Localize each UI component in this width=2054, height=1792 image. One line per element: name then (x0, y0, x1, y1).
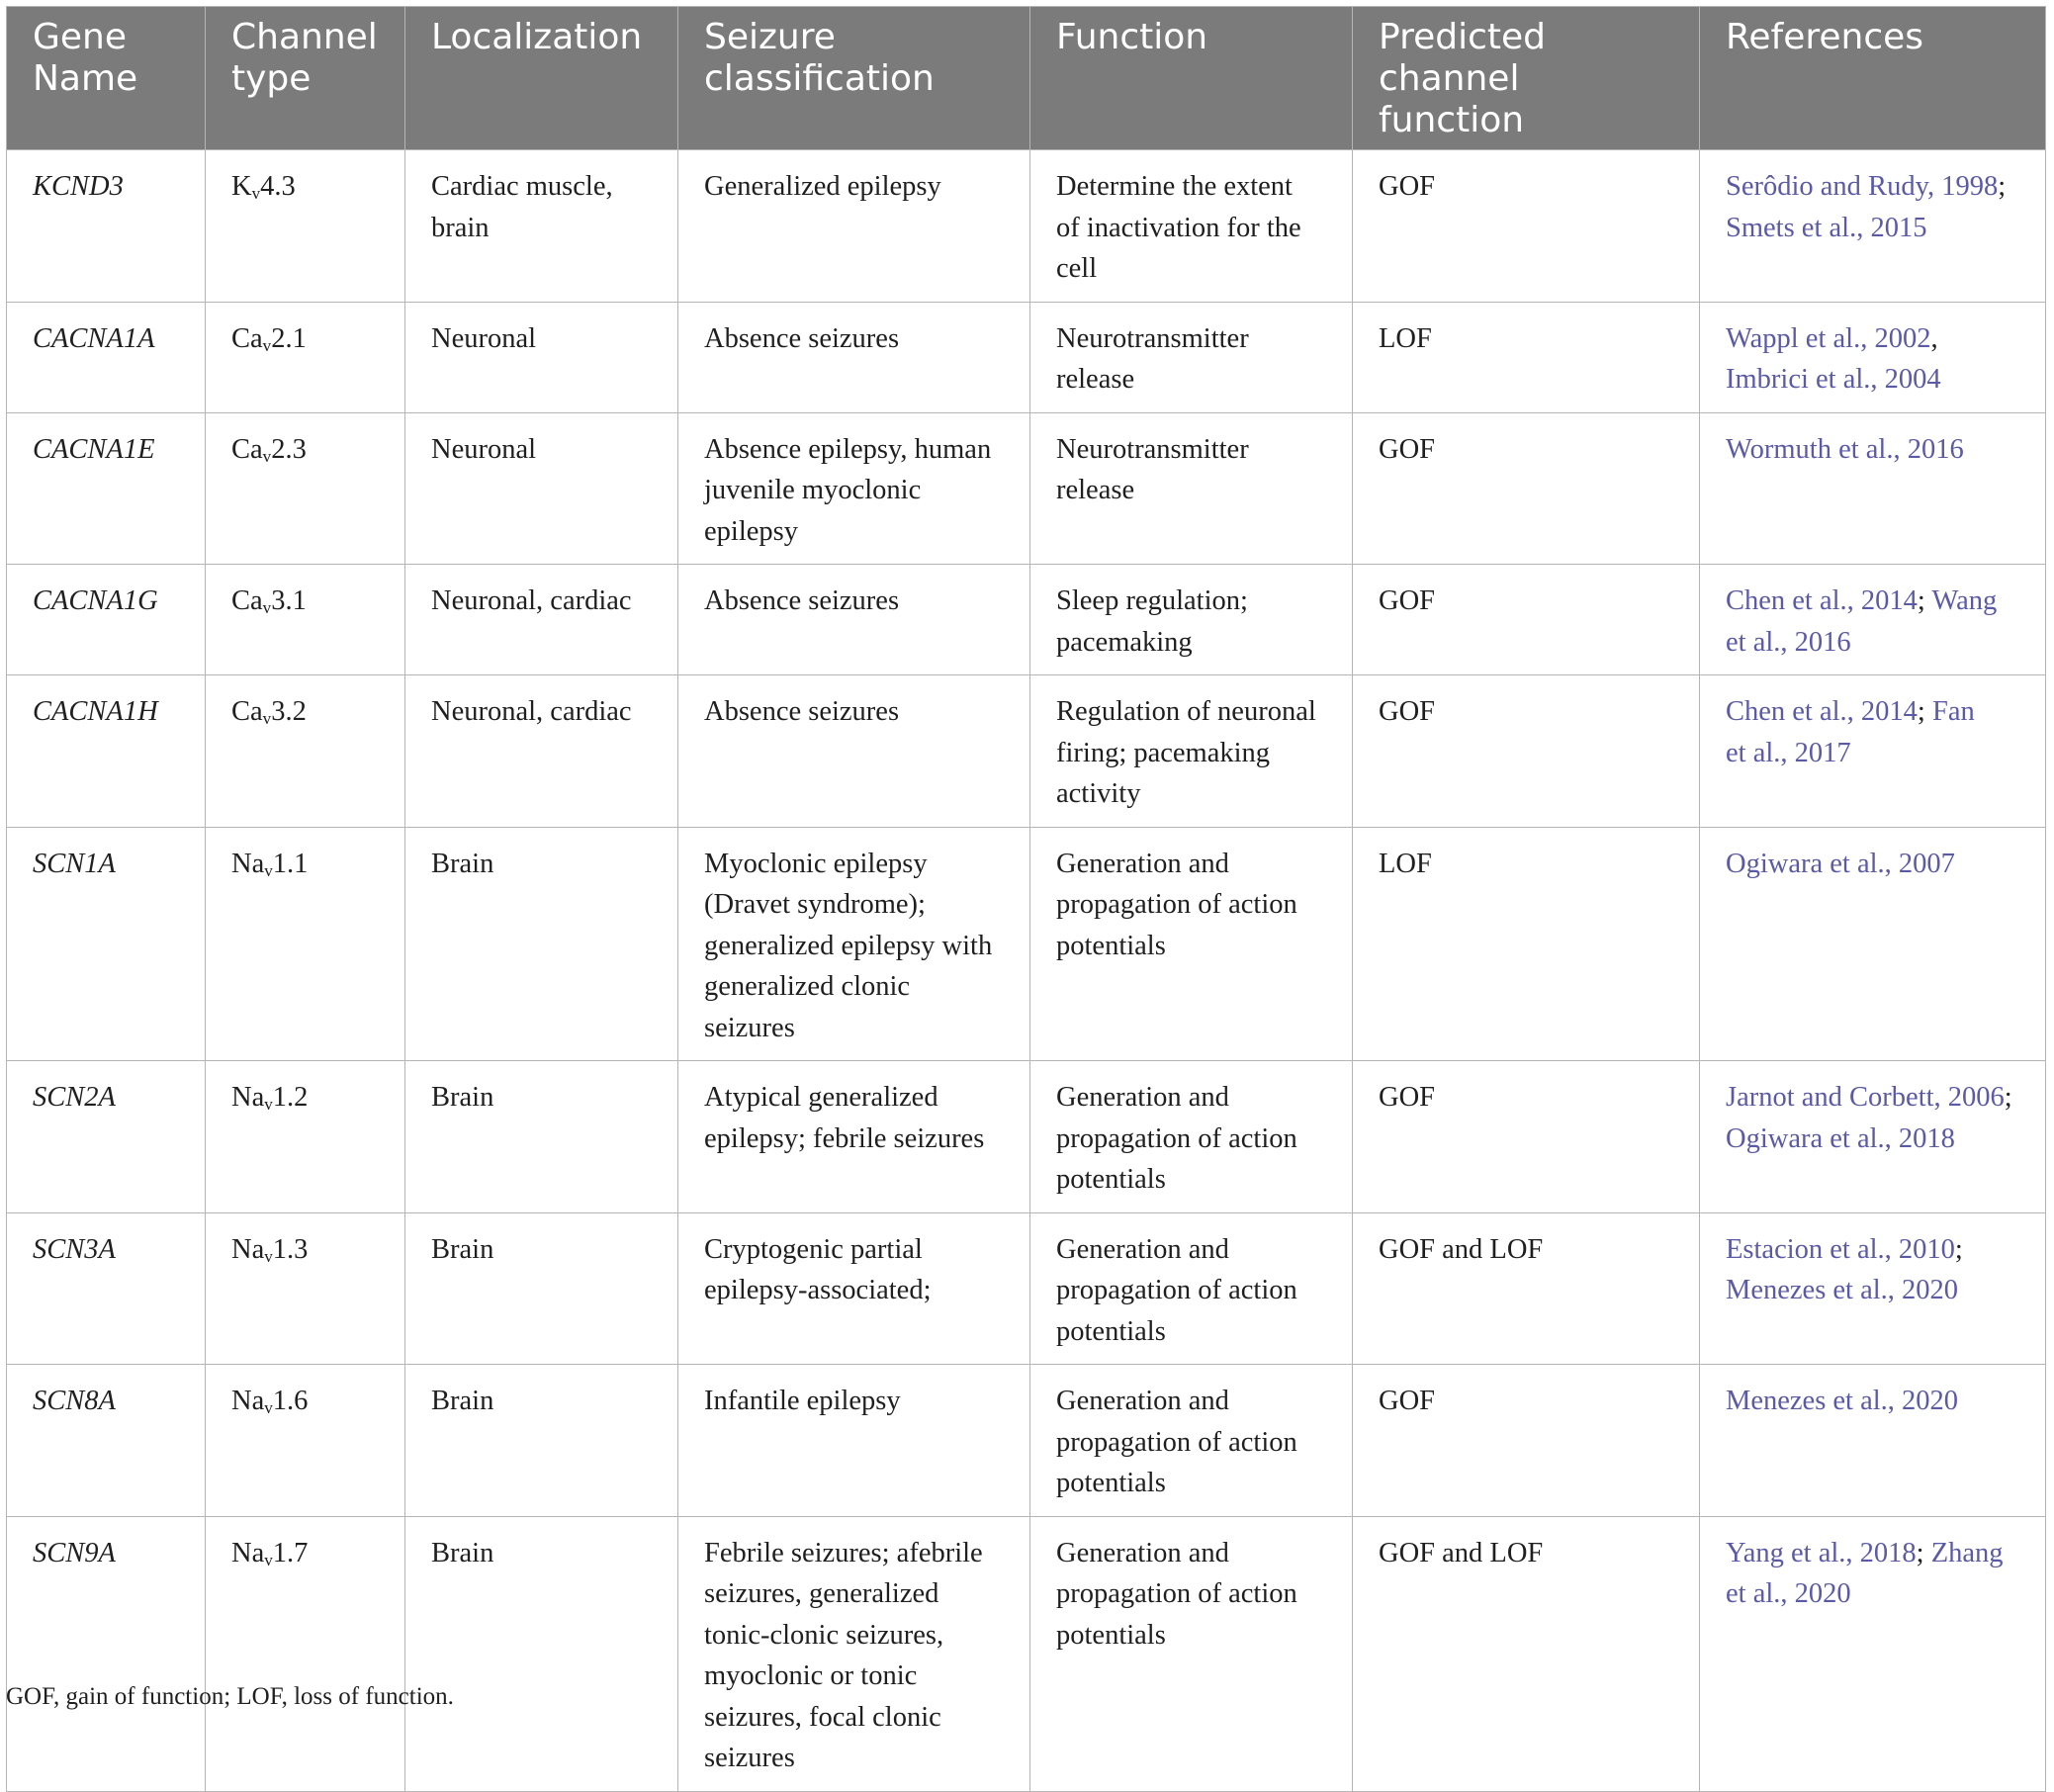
localization-cell: Neuronal (405, 302, 678, 412)
gene-name-cell: CACNA1E (7, 412, 206, 565)
localization-cell: Cardiac muscle, brain (405, 150, 678, 303)
reference-link[interactable]: Estacion et al., 2010 (1726, 1233, 1955, 1265)
reference-link[interactable]: Wappl et al., 2002 (1726, 322, 1931, 354)
table-footnote: GOF, gain of function; LOF, loss of function. (6, 1683, 454, 1710)
reference-link[interactable]: Wormuth et al., 2016 (1726, 433, 1964, 465)
function-cell: Generation and propagation of action potentials (1030, 1212, 1353, 1365)
predicted-function-cell: GOF (1353, 412, 1700, 565)
gene-name-cell: KCND3 (7, 150, 206, 303)
predicted-function-cell: GOF (1353, 565, 1700, 675)
reference-link[interactable]: et al., 2016 (1726, 626, 1851, 658)
ion-channel-gene-table (6, 6, 2046, 1792)
table-row (7, 150, 2046, 303)
table-row (7, 565, 2046, 675)
header-gene-name: Gene Name (7, 7, 206, 150)
header-row (7, 7, 2046, 150)
seizure-classification-cell: Absence seizures (678, 302, 1030, 412)
seizure-classification-cell: Absence seizures (678, 675, 1030, 828)
channel-type-cell: $Na_v1.3$ (206, 1212, 405, 1365)
references-cell (1700, 827, 2046, 1061)
reference-link[interactable]: Zhang (1930, 1537, 2004, 1568)
function-cell: Regulation of neuronal firing; pacemaking activity (1030, 675, 1353, 828)
channel-type-cell: $Ca_v3.2$ (206, 675, 405, 828)
header-seizure-classification: Seizure classification (678, 7, 1030, 150)
table-row (7, 1061, 2046, 1213)
gene-name-cell: SCN9A (7, 1516, 206, 1791)
localization-cell: Neuronal, cardiac (405, 565, 678, 675)
references-cell (1700, 412, 2046, 565)
localization-cell: Brain (405, 1061, 678, 1213)
function-cell: Neurotransmitter release (1030, 412, 1353, 565)
localization-cell: Neuronal, cardiac (405, 675, 678, 828)
seizure-classification-cell: Febrile seizures; afebrile seizures, generalized tonic-clonic seizures, myoclonic or tonic seizures, focal clonic seizures (678, 1516, 1030, 1791)
channel-type-cell: $Ca_v2.1$ (206, 302, 405, 412)
predicted-function-cell: GOF (1353, 675, 1700, 828)
gene-name-cell: SCN1A (7, 827, 206, 1061)
predicted-function-cell: GOF and LOF (1353, 1212, 1700, 1365)
reference-link[interactable]: Menezes et al., 2020 (1726, 1386, 1959, 1416)
seizure-classification-cell: Absence seizures (678, 565, 1030, 675)
references-cell: Estacion et al., 2010; Menezes et al., 2020 (1700, 1212, 2046, 1365)
table-row (7, 675, 2046, 828)
reference-link[interactable]: Jarnot and Corbett, 2006 (1726, 1082, 2005, 1113)
channel-type-cell: $Na_v1.6$ (206, 1365, 405, 1517)
references-cell: Jarnot and Corbett, 2006; Ogiwara et al., 2018 (1700, 1061, 2046, 1213)
function-cell: Generation and propagation of action potentials (1030, 827, 1353, 1061)
reference-link[interactable]: Serôdio and Rudy, 1998 (1726, 171, 1999, 202)
function-cell: Sleep regulation; pacemaking (1030, 565, 1353, 675)
header-function: Function (1030, 7, 1353, 150)
reference-link[interactable]: Imbrici et al., 2004 (1726, 364, 1941, 395)
gene-name-cell: CACNA1G (7, 565, 206, 675)
seizure-classification-cell: Infantile epilepsy (678, 1365, 1030, 1517)
reference-link[interactable]: Ogiwara et al., 2018 (1726, 1122, 1955, 1154)
predicted-function-cell: LOF (1353, 302, 1700, 412)
function-cell: Neurotransmitter release (1030, 302, 1353, 412)
references-cell: Serôdio and Rudy, 1998; Smets et al., 2015 (1700, 150, 2046, 303)
channel-type-cell: $Ca_v3.1$ (206, 565, 405, 675)
channel-type-cell: $K_v4.3$ (206, 150, 405, 303)
gene-name-cell: CACNA1A (7, 302, 206, 412)
localization-cell: Brain (405, 1365, 678, 1517)
reference-link[interactable]: Chen et al., 2014 (1726, 585, 1918, 616)
reference-link[interactable]: Wang (1931, 585, 1998, 616)
function-cell: Determine the extent of inactivation for the cell (1030, 150, 1353, 303)
table-row (7, 302, 2046, 412)
references-cell: Chen et al., 2014; Fan et al., 2017 (1700, 675, 2046, 828)
references-cell: Yang et al., 2018; Zhang et al., 2020 (1700, 1516, 2046, 1791)
table-row (7, 827, 2046, 1061)
channel-type-cell: $Na_v1.7$ (206, 1516, 405, 1791)
function-cell: Generation and propagation of action potentials (1030, 1365, 1353, 1517)
table-row (7, 412, 2046, 565)
header-references: References (1700, 7, 2046, 150)
table-row (7, 1212, 2046, 1365)
seizure-classification-cell: Cryptogenic partial epilepsy-associated; (678, 1212, 1030, 1365)
function-cell: Generation and propagation of action potentials (1030, 1061, 1353, 1213)
channel-type-cell: $Ca_v2.3$ (206, 412, 405, 565)
seizure-classification-cell: Myoclonic epilepsy (Dravet syndrome); generalized epilepsy with generalized clonic seizures (678, 827, 1030, 1061)
gene-name-cell: SCN3A (7, 1212, 206, 1365)
predicted-function-cell: GOF and LOF (1353, 1516, 1700, 1791)
header-channel-type: Channel type (206, 7, 405, 150)
predicted-function-cell: GOF (1353, 1365, 1700, 1517)
reference-link[interactable]: Fan (1931, 696, 1975, 727)
localization-cell: Brain (405, 1516, 678, 1791)
seizure-classification-cell: Generalized epilepsy (678, 150, 1030, 303)
function-cell: Generation and propagation of action potentials (1030, 1516, 1353, 1791)
reference-link[interactable]: Yang et al., 2018 (1726, 1537, 1917, 1568)
table-row (7, 1516, 2046, 1791)
table-wrapper (6, 6, 2045, 1792)
references-cell (1700, 1365, 2046, 1517)
reference-link[interactable]: et al., 2020 (1726, 1578, 1851, 1609)
predicted-function-cell: GOF (1353, 150, 1700, 303)
channel-type-cell: $Na_v1.2$ (206, 1061, 405, 1213)
header-localization: Localization (405, 7, 678, 150)
reference-link[interactable]: Chen et al., 2014 (1726, 696, 1918, 727)
header-predicted-channel-function: Predicted channel function (1353, 7, 1700, 150)
reference-link[interactable]: et al., 2017 (1726, 737, 1851, 768)
predicted-function-cell: LOF (1353, 827, 1700, 1061)
channel-type-cell: $Na_v1.1$ (206, 827, 405, 1061)
seizure-classification-cell: Atypical generalized epilepsy; febrile seizures (678, 1061, 1030, 1213)
seizure-classification-cell: Absence epilepsy, human juvenile myoclonic epilepsy (678, 412, 1030, 565)
localization-cell: Brain (405, 1212, 678, 1365)
gene-name-cell: SCN2A (7, 1061, 206, 1213)
references-cell: Wappl et al., 2002, Imbrici et al., 2004 (1700, 302, 2046, 412)
predicted-function-cell: GOF (1353, 1061, 1700, 1213)
gene-name-cell: SCN8A (7, 1365, 206, 1517)
gene-name-cell: CACNA1H (7, 675, 206, 828)
reference-link[interactable]: Menezes et al., 2020 (1726, 1275, 1959, 1305)
table-body (7, 150, 2046, 1792)
localization-cell: Brain (405, 827, 678, 1061)
references-cell: Chen et al., 2014; Wang et al., 2016 (1700, 565, 2046, 675)
reference-link[interactable]: Smets et al., 2015 (1726, 212, 1927, 243)
table-row (7, 1365, 2046, 1517)
localization-cell: Neuronal (405, 412, 678, 565)
reference-link[interactable]: Ogiwara et al., 2007 (1726, 848, 1955, 879)
